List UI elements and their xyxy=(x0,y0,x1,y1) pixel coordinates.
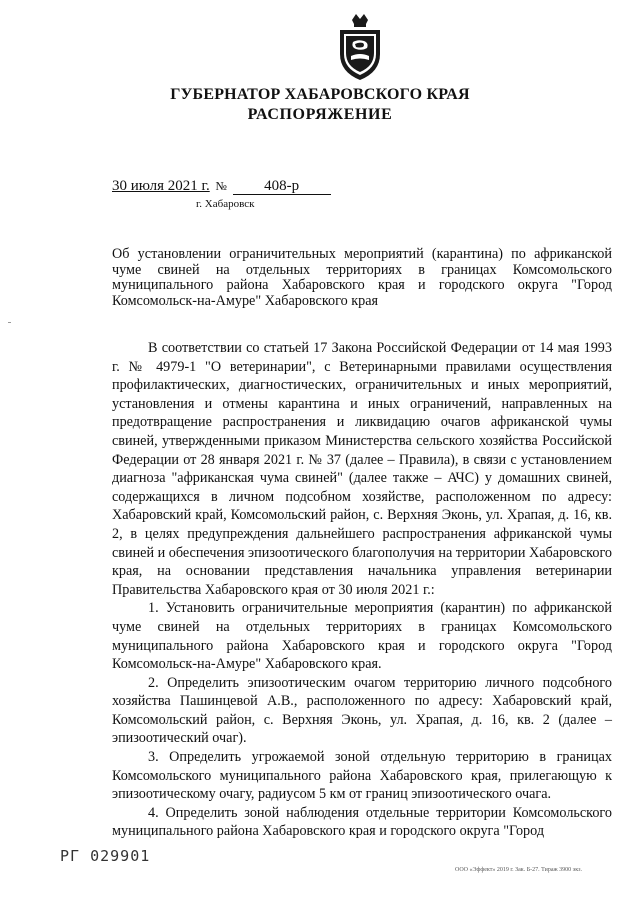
printer-note: ООО «Эффект» 2019 г. Зак. Б-27. Тираж 3900 экз. xyxy=(455,867,582,873)
document-date: 30 июля 2021 г. xyxy=(112,178,210,194)
document-number: 408-р xyxy=(233,179,331,195)
document-body xyxy=(112,339,612,841)
number-label: № xyxy=(215,179,227,193)
form-serial-number: РГ 029901 xyxy=(60,847,151,865)
date-line xyxy=(112,178,331,195)
margin-mark xyxy=(8,322,11,323)
clause-paragraph: 1. Установить ограничительные мероприятия (карантин) по африканской чуме свиней на отдельных территориях в границах Комсомольского муниципального района Хабаровского края и городского округа "Город Комсомольск-на-Амуре" Хабаровского края. xyxy=(112,600,612,673)
document-subject: Об установлении ограничительных мероприятий (карантина) по африканской чуме свиней на отдельных территориях в границах Комсомольского муниципального района Хабаровского края и городского округа "Город Комсомольск-на-Амуре" Хабаровского края xyxy=(112,246,612,309)
clause-paragraph: 3. Определить угрожаемой зоной отдельную территорию в границах Комсомольского муниципального района Хабаровского края, прилегающую к эпизоотическому очагу, радиусом 5 км от границ эпизоотического очага. xyxy=(112,749,612,803)
doc-type-title: РАСПОРЯЖЕНИЕ xyxy=(247,106,393,123)
org-title: ГУБЕРНАТОР ХАБАРОВСКОГО КРАЯ xyxy=(170,86,470,103)
document-city: г. Хабаровск xyxy=(196,198,255,210)
clause-paragraph: 4. Определить зоной наблюдения отдельные территории Комсомольского муниципального района Хабаровского края и городского округа "Город xyxy=(112,804,612,840)
khabarovsk-coat-of-arms-icon xyxy=(334,12,386,82)
preamble-paragraph: В соответствии со статьей 17 Закона Российской Федерации от 14 мая 1993 г. № 4979-1 "О ветеринарии", с Ветеринарными правилами осуществления профилактических, диагностических, ограничительных и иных мероприятий, установления и отмены карантина и иных ограничений, направленных на предотвращение распространения и ликвидацию очагов африканской чумы свиней, утвержденными приказом Министерства сельского хозяйства Российской Федерации от 28 января 2021 г. № 37 (далее – Правила), в связи с установлением диагноза "африканская чума свиней" (далее также – АЧС) у домашних свиней, содержащихся в личном подсобном хозяйстве, расположенном по адресу: Хабаровский край, Комсомольский район, с. Верхняя Эконь, ул. Храпая, д. 16, кв. 2, в целях предупреждения дальнейшего распространения африканской чумы свиней и обеспечения эпизоотического благополучия на территории Хабаровского края, на основании представления начальника управления ветеринарии Правительства Хабаровского края от 30 июля 2021 г.: xyxy=(112,340,613,598)
clause-paragraph: 2. Определить эпизоотическим очагом территорию личного подсобного хозяйства Пашинцевой А.В., расположенного по адресу: Хабаровский край, Комсомольский район, с. Верхняя Эконь, ул. Храпая, д. 16, кв. 2 (далее – эпизоотический очаг). xyxy=(112,674,612,747)
